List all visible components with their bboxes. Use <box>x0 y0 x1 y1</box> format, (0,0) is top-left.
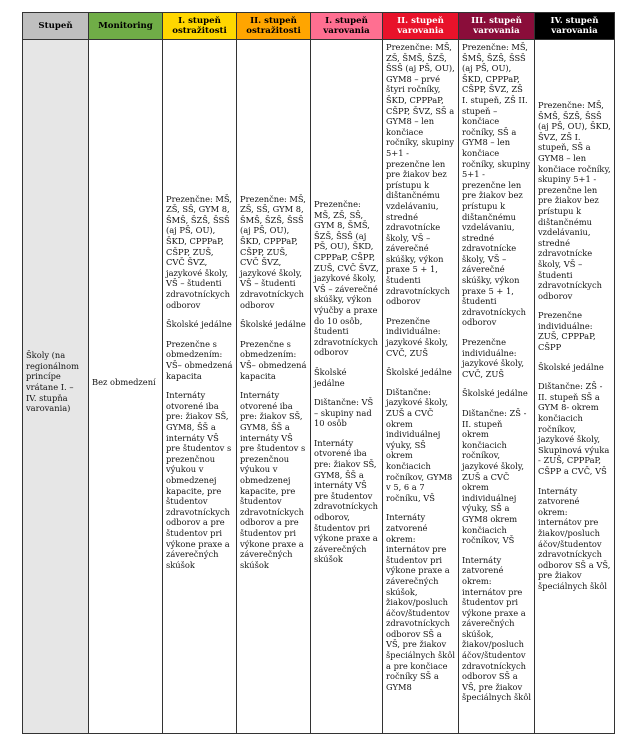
paragraph: Prezenčne individuálne: jazykové školy, CVČ, ZUŠ <box>462 337 527 379</box>
paragraph: Internáty zatvorené okrem: internátov pre študentov pri výkone praxe a záverečných skúšok, žiakov/posluch áčov/študentov zdravotníckych odborov SŠ a VŠ, pre žiakov špeciálnych škôl <box>462 554 531 703</box>
paragraph: Prezenčne s obmedzením: VŠ– obmedzená kapacita <box>166 338 236 381</box>
paragraph: Dištančne: VŠ – skupiny nad 10 osôb <box>314 397 376 429</box>
ii-ostrazitost-cell <box>237 40 311 734</box>
paragraph: Internáty otvorené iba pre: žiakov SŠ, GYM8, ŠŠ a internáty VŠ pre študentov zdravotníckych odborov, študentov pri výkone praxe a záverečných skúšok <box>314 437 381 565</box>
iii-varovanie-cell <box>459 40 535 734</box>
header-stage: Stupeň <box>23 13 89 40</box>
paragraph: Školské jedálne <box>386 367 452 378</box>
stage-cell <box>23 40 89 734</box>
i-ostrazitost-cell <box>163 40 237 734</box>
header-monitoring: Monitoring <box>89 13 163 40</box>
paragraph: Dištančne: ZŠ - II. stupeň SŠ a GYM 8- okrem končiacich ročníkov, jazykové školy, Skupinová výuka - ZUŠ, CPPPaP, CŠPP a CVČ, VŠ <box>538 381 612 476</box>
paragraph: Internáty zatvorené okrem: internátov pre študentov pri výkone praxe a záverečných skúšok, žiakov/posluch áčov/študentov zdravotníckych odborov SŠ a VŠ, pre žiakov špeciálnych škôl a pre končiace ročníky SŠ a GYM8 <box>386 512 458 692</box>
paragraph: Prezenčne: MŠ, ZŠ, ŠMŠ, ŠZŠ, ŠSŠ (aj PŠ, OU), GYM8 – prvé štyri ročníky, ŠKD, CPPPaP, CŠPP, ŠVZ, SŠ a GYM8 – len končiace ročníky, skupiny 5+1 - prezenčne len pre žiakov bez prístupu k dištančnému vzdelávaniu, stredné zdravotnícke školy, VŠ – záverečné skúšky, výkon praxe 5 + 1, študenti zdravotníckych odborov <box>386 42 458 307</box>
monitoring-text: Bez obmedzení <box>92 376 156 387</box>
paragraph: Dištančne: jazykové školy, ZUŠ a CVČ okrem individuálnej výuky, SŠ okrem končiacich ročníkov, GYM8 v 5, 6 a 7 ročníku, VŠ <box>386 386 455 503</box>
paragraph: Dištančne: ZŠ - II. stupeň okrem končiacich ročníkov, jazykové školy, ZUŠ a CVČ okrem individuálnej výuky, SŠ a GYM8 okrem končiacich ročníkov, VŠ <box>462 408 530 546</box>
header-i-varovanie: I. stupeň varovania <box>311 13 383 40</box>
paragraph: Internáty otvorené iba pre: žiakov SŠ, GYM8, ŠŠ a internáty VŠ pre študentov s prezenčnou výukou v obmedzenej kapacite, pre študentov zdravotníckych odborov a pre študentov pri výkone praxe a záverečných skúšok <box>166 390 234 570</box>
header-ii-varovanie: II. stupeň varovania <box>383 13 459 40</box>
measures-table <box>22 12 615 734</box>
paragraph: Internáty otvorené iba pre: žiakov SŠ, GYM8, ŠŠ a internáty VŠ pre študentov s prezenčnou výukou v obmedzenej kapacite, pre študentov zdravotníckych odborov a pre študentov pri výkone praxe a záverečných skúšok <box>240 390 308 570</box>
paragraph: Školské jedálne <box>314 366 350 388</box>
i-varovanie-cell <box>311 40 383 734</box>
table-row <box>23 40 615 734</box>
header-row <box>23 13 615 40</box>
paragraph: Prezenčne: MŠ, ZŠ, SŠ, GYM 8, ŠMŠ, ŠZŠ, ŠSŠ (aj PŠ, OU), ŠKD, CPPPaP, CŠPP, ZUŠ, CVČ ŠVZ, jazykové školy, VŠ – záverečné skúšky, výkon výučby a praxe do 10 osôb, študenti zdravotníckych odborov <box>314 199 382 358</box>
paragraph: Školské jedálne <box>240 319 306 330</box>
header-iii-varovanie: III. stupeň varovania <box>459 13 535 40</box>
iv-varovanie-cell <box>535 40 615 734</box>
paragraph: Internáty zatvorené okrem: internátov pre žiakov/posluch áčov/študentov zdravotníckych odborov SŠ a VŠ, pre žiakov špeciálnych škôl <box>538 485 613 591</box>
measures-table-wrapper <box>22 12 615 734</box>
header-ii-ostrazitost: II. stupeň ostražitosti <box>237 13 311 40</box>
paragraph: Prezenčne individuálne: ZUŠ, CPPPaP, CŠPP <box>538 310 599 353</box>
paragraph: Školské jedálne <box>462 388 528 399</box>
paragraph: Prezenčne: MŠ, ZŠ, SŠ, GYM 8, ŠMŠ, ŠZŠ, ŠSŠ (aj PŠ, OU), ŠKD, CPPPaP, CŠPP, ZUŠ, CVČ ŠVZ, jazykové školy, VŠ – študenti zdravotníckych odborov <box>240 193 309 310</box>
ii-varovanie-cell <box>383 40 459 734</box>
stage-text: Školy (na regionálnom princípe vrátane I. – IV. stupňa varovania) <box>26 350 82 414</box>
paragraph: Školské jedálne <box>166 319 232 330</box>
header-iv-varovanie: IV. stupeň varovania <box>535 13 615 40</box>
paragraph: Prezenčne: MŠ, ŠMŠ, ŠZŠ, ŠSŠ (aj PŠ, OU), ŠKD, ŠVZ, ZŠ I. stupeň, SŠ a GYM8 – len končiace ročníky, skupiny 5+1 - prezenčne len pre žiakov bez prístupu k dištančnému vzdelávaniu, stredné zdravotnícke školy, VŠ – študenti zdravotníckych odborov <box>538 100 614 301</box>
paragraph: Školské jedálne <box>538 361 604 372</box>
paragraph: Prezenčne: MŠ, ŠMŠ, ŠZŠ, ŠSŠ (aj PŠ, OU), ŠKD, CPPPaP, CŠPP, ŠVZ, ZŠ I. stupeň, ZŠ II. stupeň – končiace ročníky, SŠ a GYM8 – len končiace ročníky, skupiny 5+1 - prezenčne len pre žiakov bez prístupu k dištančnému vzdelávaniu, stredné zdravotnícke školy, VŠ – záverečné skúšky, výkon praxe 5 + 1, študenti zdravotníckych odborov <box>462 42 533 328</box>
paragraph: Prezenčne individuálne: jazykové školy, CVČ, ZUŠ <box>386 315 451 358</box>
header-i-ostrazitost: I. stupeň ostražitosti <box>163 13 237 40</box>
monitoring-cell <box>89 40 163 734</box>
paragraph: Prezenčne: MŠ, ZŠ, SŠ, GYM 8, ŠMŠ, ŠZŠ, ŠSŠ (aj PŠ, OU), ŠKD, CPPPaP, CŠPP, ZUŠ, CVČ ŠVZ, jazykové školy, VŠ – študenti zdravotníckych odborov <box>166 193 235 310</box>
paragraph: Prezenčne s obmedzením: VŠ– obmedzená kapacita <box>240 338 310 381</box>
